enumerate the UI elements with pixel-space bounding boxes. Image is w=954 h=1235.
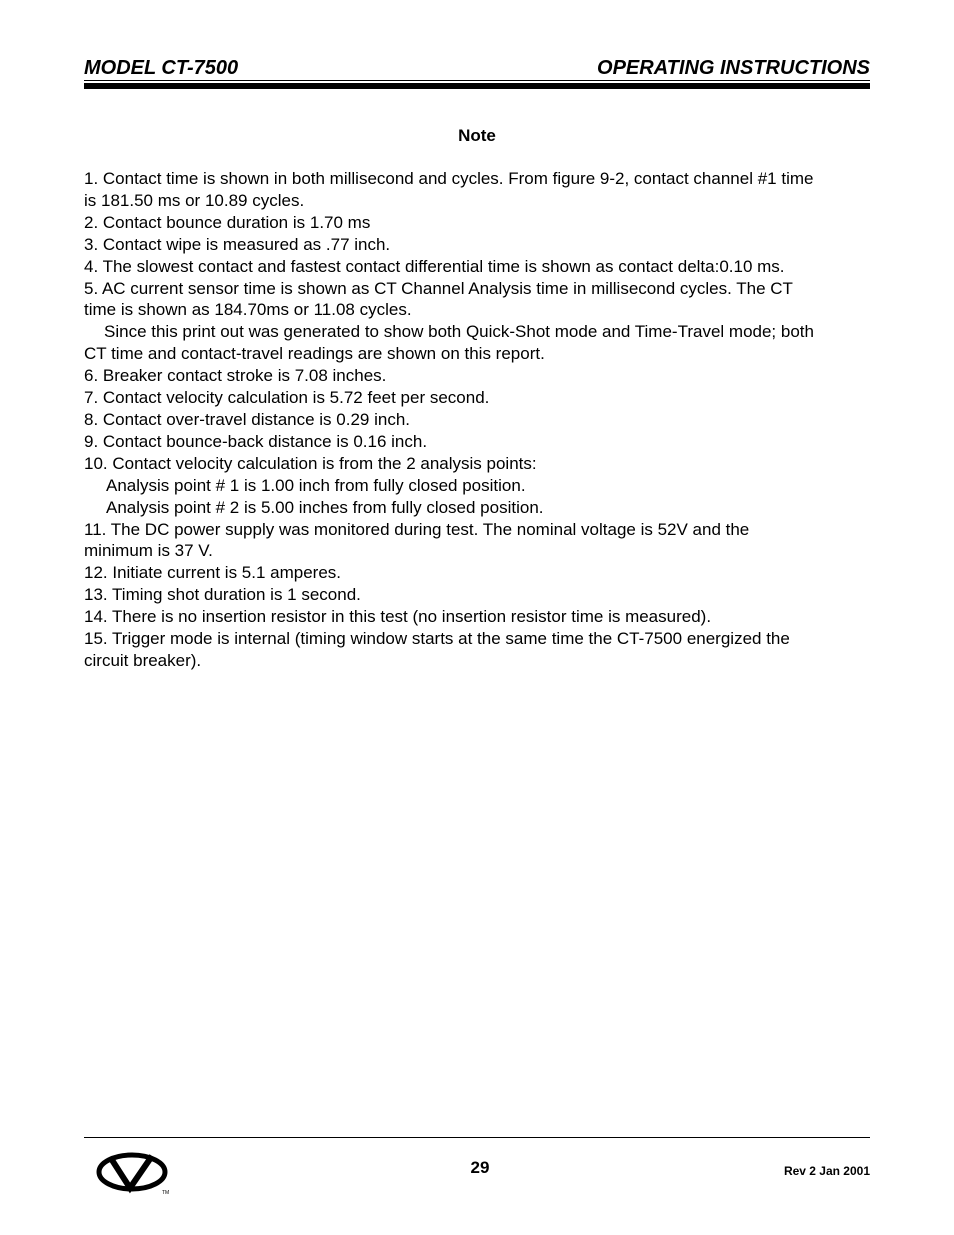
- note-line: 2. Contact bounce duration is 1.70 ms: [84, 212, 371, 232]
- company-logo-icon: [96, 1151, 172, 1197]
- note-line: circuit breaker).: [84, 650, 202, 670]
- notes-list: [84, 168, 870, 672]
- note-line: 4. The slowest contact and fastest contact differential time is shown as contact delta:0.10 ms.: [84, 256, 785, 276]
- note-line: 11. The DC power supply was monitored during test. The nominal voltage is 52V and the: [84, 519, 750, 539]
- header-thin-divider: [84, 80, 870, 81]
- revision-label: Rev 2 Jan 2001: [783, 1164, 870, 1178]
- note-line: 9. Contact bounce-back distance is 0.16 inch.: [84, 431, 428, 451]
- note-line: 10. Contact velocity calculation is from the 2 analysis points:: [84, 453, 537, 473]
- note-line: Analysis point # 1 is 1.00 inch from fully closed position.: [106, 475, 526, 495]
- note-line: 7. Contact velocity calculation is 5.72 feet per second.: [84, 388, 490, 408]
- note-line: minimum is 37 V.: [84, 541, 213, 561]
- note-line: 5. AC current sensor time is shown as CT Channel Analysis time in millisecond cycles. The CT: [84, 278, 793, 298]
- note-line: 6. Breaker contact stroke is 7.08 inches.: [84, 366, 387, 386]
- note-line: 8. Contact over-travel distance is 0.29 inch.: [84, 409, 410, 429]
- footer-divider: [84, 1137, 870, 1138]
- note-line: 15. Trigger mode is internal (timing window starts at the same time the CT-7500 energized the: [84, 629, 790, 649]
- section-title: OPERATING INSTRUCTIONS: [597, 57, 870, 79]
- note-line: 1. Contact time is shown in both millisecond and cycles. From figure 9-2, contact channel #1 time: [84, 169, 814, 188]
- note-line: 3. Contact wipe is measured as .77 inch.: [84, 234, 391, 254]
- note-line: 12. Initiate current is 5.1 amperes.: [84, 563, 342, 583]
- note-line: Since this print out was generated to show both Quick-Shot mode and Time-Travel mode; both: [104, 322, 814, 342]
- note-line: 13. Timing shot duration is 1 second.: [84, 585, 361, 605]
- model-title: MODEL CT-7500: [84, 57, 239, 79]
- page-number: 29: [470, 1158, 490, 1177]
- page-header: [84, 56, 870, 80]
- header-thick-divider: [84, 83, 870, 89]
- note-line: time is shown as 184.70ms or 11.08 cycles.: [84, 300, 412, 320]
- trademark-mark: TM: [162, 1190, 170, 1196]
- note-line: is 181.50 ms or 10.89 cycles.: [84, 190, 305, 210]
- note-line: Analysis point # 2 is 5.00 inches from fully closed position.: [106, 497, 544, 517]
- note-heading: Note: [458, 126, 496, 145]
- note-line: CT time and contact-travel readings are shown on this report.: [84, 344, 545, 364]
- note-line: 14. There is no insertion resistor in this test (no insertion resistor time is measured).: [84, 607, 712, 627]
